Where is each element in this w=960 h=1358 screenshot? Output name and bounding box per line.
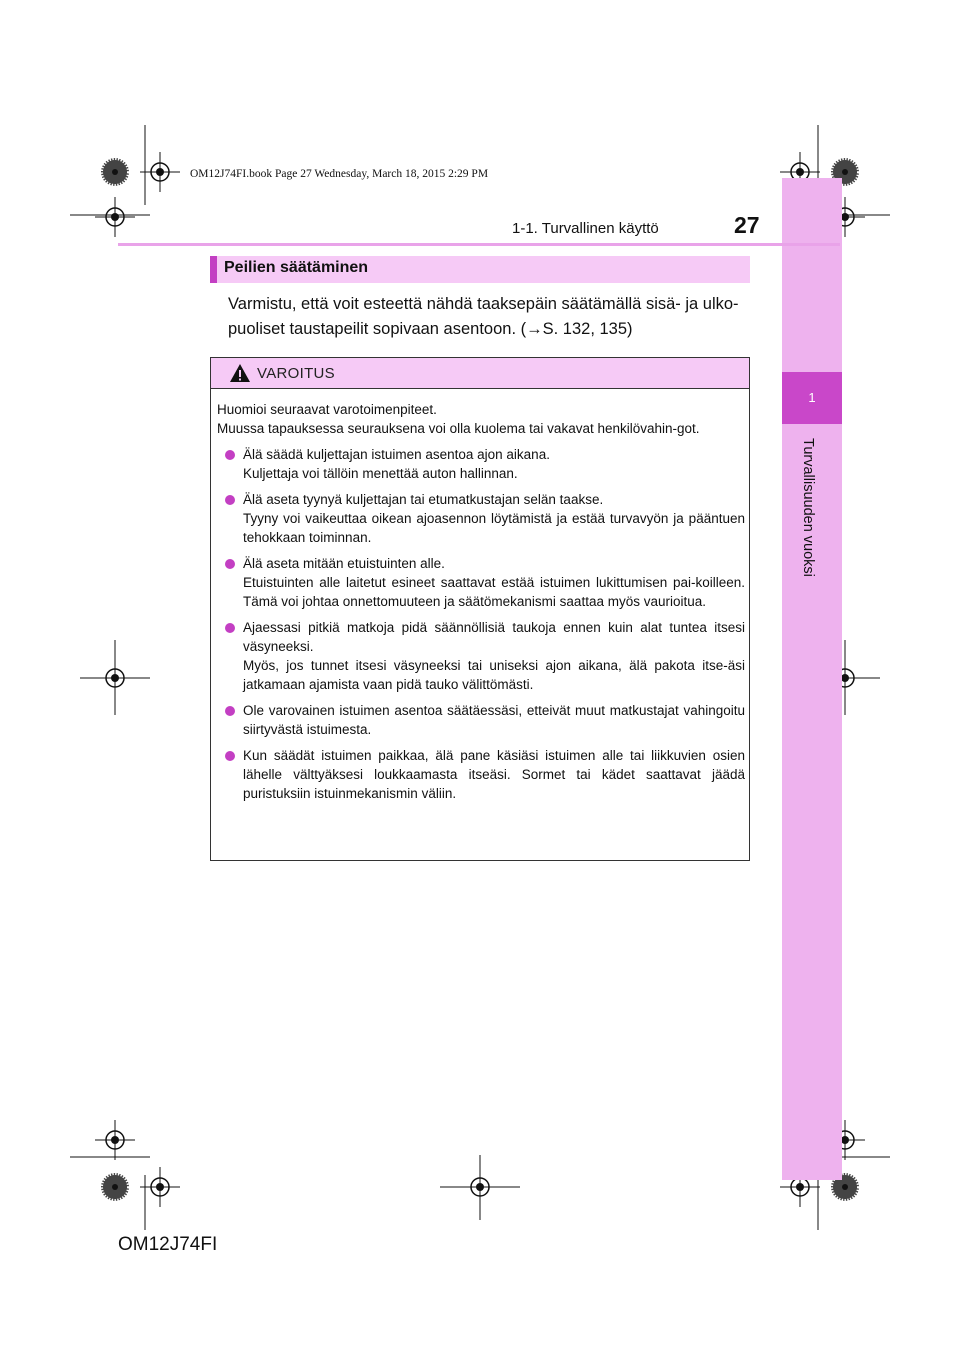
section-heading: Peilien säätäminen — [224, 259, 369, 276]
warning-item — [217, 701, 745, 739]
running-section-title: 1-1. Turvallinen käyttö — [512, 220, 659, 237]
chapter-title: Turvallisuuden vuoksi — [800, 438, 816, 577]
warning-header — [211, 358, 749, 389]
book-file-info: OM12J74FI.book Page 27 Wednesday, March 18, 2015 2:29 PM — [190, 168, 489, 180]
warning-item — [217, 618, 745, 694]
warning-item — [217, 554, 745, 611]
warning-item-text: Tyyny voi vaikeuttaa oikean ajoasennon löytämistä ja estää turvavyön ja pääntuen tehokkaan toiminnan. — [243, 511, 745, 545]
bullet-dot-icon — [225, 495, 235, 505]
warning-item-heading: Älä aseta mitään etuistuinten alle. — [243, 556, 445, 571]
warning-item — [217, 445, 745, 483]
bullet-dot-icon — [225, 706, 235, 716]
bullet-dot-icon — [225, 751, 235, 761]
bullet-dot-icon — [225, 559, 235, 569]
bullet-dot-icon — [225, 623, 235, 633]
manual-code: OM12J74FI — [118, 1234, 218, 1255]
registration-starburst — [101, 158, 129, 186]
warning-item — [217, 490, 745, 547]
warning-item — [217, 746, 745, 803]
warning-item-heading: Kun säädät istuimen paikkaa, älä pane käsiäsi istuimen alle tai liikkuvien osien lähelle välttyäksesi loukkaamasta itseäsi. Sormet tai kädet saattavat jäädä puristuksiin istuinmekanismin väliin. — [243, 748, 745, 801]
chapter-number: 1 — [808, 390, 816, 405]
warning-item-heading: Ole varovainen istuimen asentoa säätäessäsi, etteivät muut matkustajat vahingoitu siirtyvästä istuimesta. — [243, 703, 745, 737]
intro-paragraph: Varmistu, että voit esteettä nähdä taaksepäin säätämällä sisä- ja ulko-puoliset taustapeilit sopivaan asentoon. (→S. 132, 135) — [228, 295, 739, 338]
warning-lead-line: Huomioi seuraavat varotoimenpiteet. — [217, 402, 437, 417]
warning-triangle-icon — [229, 363, 251, 383]
warning-item-heading: Älä aseta tyynyä kuljettajan tai etumatkustajan selän taakse. — [243, 492, 604, 507]
chapter-side-tab — [782, 178, 842, 1180]
bullet-dot-icon — [225, 450, 235, 460]
header-divider — [118, 243, 840, 246]
warning-box — [210, 357, 750, 861]
warning-item-heading: Ajaessasi pitkiä matkoja pidä säännöllisiä taukoja ennen kuin alat tuntea itsesi väsyneeksi. — [243, 620, 745, 654]
warning-item-text: Kuljettaja voi tällöin menettää auton hallinnan. — [243, 466, 518, 481]
page-number: 27 — [734, 212, 760, 238]
warning-item-text: Etuistuinten alle laitetut esineet saattavat estää istuimen lukittumisen pai-koilleen. Tämä voi johtaa onnettomuuteen ja säätömekanismi saattaa myös vaurioitua. — [243, 575, 745, 609]
warning-title: VAROITUS — [257, 365, 335, 382]
warning-lead-line: Muussa tapauksessa seurauksena voi olla kuolema tai vakavat henkilövahin-got. — [217, 421, 700, 436]
warning-body — [217, 400, 745, 803]
warning-item-text: Myös, jos tunnet itsesi väsyneeksi tai uniseksi ajon aikana, älä pakota itse-äsi jatkamaan ajamista vaan pidä tauko välittömästi. — [243, 658, 745, 692]
section-heading-bar — [210, 256, 750, 283]
warning-item-heading: Älä säädä kuljettajan istuimen asentoa ajon aikana. — [243, 447, 550, 462]
